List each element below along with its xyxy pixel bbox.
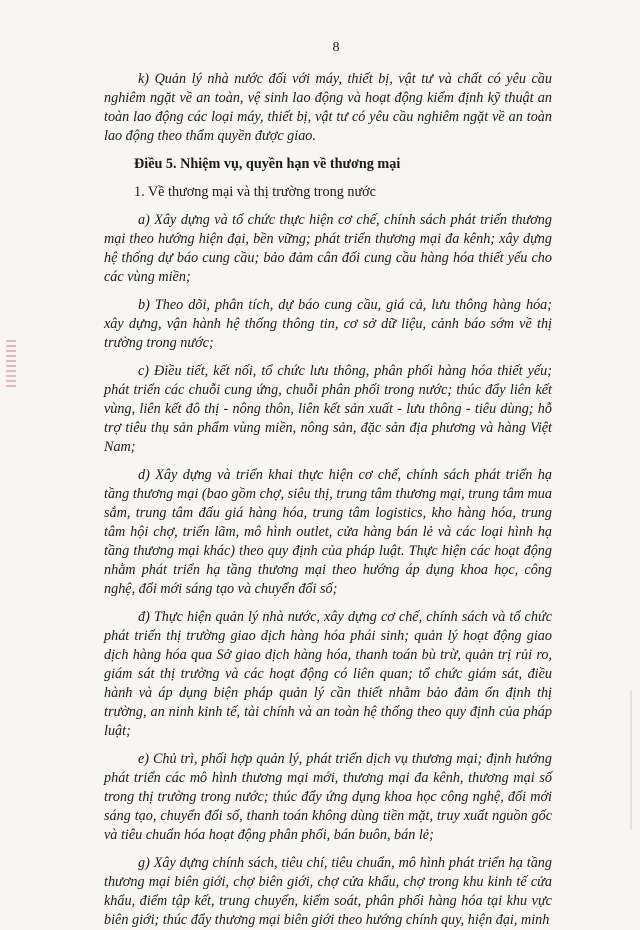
scan-artifact <box>6 340 16 390</box>
section-heading-1: 1. Về thương mại và thị trường trong nước <box>134 184 376 200</box>
paragraph-b: b) Theo dõi, phân tích, dự báo cung cầu, giá cả, lưu thông hàng hóa; xây dựng, vận hành hệ thống thông tin, cơ sở dữ liệu, cảnh báo sớm về thị trường trong nước; <box>104 297 552 351</box>
scan-shadow <box>630 690 632 830</box>
paragraph-e: e) Chủ trì, phối hợp quản lý, phát triển dịch vụ thương mại; định hướng phát triển các mô hình thương mại mới, thương mại đa kênh, thương mại số trong thị trường trong nước; thúc đẩy ứng dụng khoa học công nghệ, đổi mới sáng tạo, chuyển đổi số, thanh toán không dùng tiền mặt, truy xuất nguồn gốc và tiêu chuẩn hóa hoạt động phân phối, bán buôn, bán lẻ; <box>104 751 552 843</box>
paragraph-d: d) Xây dựng và triển khai thực hiện cơ chế, chính sách phát triển hạ tầng thương mại (bao gồm chợ, siêu thị, trung tâm thương mại, trung tâm mua sắm, trung tâm đấu giá hàng hóa, trung tâm logistics, kho hàng hóa, trung tâm hội chợ, triển lãm, mô hình outlet, cửa hàng bán lẻ và các loại hình hạ tầng thương mại khác) theo quy định của pháp luật. Thực hiện các hoạt động nhằm phát triển hạ tầng thương mại theo hướng áp dụng khoa học, công nghệ, đổi mới sáng tạo và chuyển đổi số; <box>104 467 552 597</box>
paragraph-a: a) Xây dựng và tổ chức thực hiện cơ chế, chính sách phát triển thương mại theo hướng hiện đại, bền vững; phát triển thương mại đa kênh; xây dựng hệ thống dự báo cung cầu; bảo đảm cân đối cung cầu hàng hóa thiết yếu cho các vùng miền; <box>104 212 552 285</box>
paragraph-dd: đ) Thực hiện quản lý nhà nước, xây dựng cơ chế, chính sách và tổ chức phát triển thị trường giao dịch hàng hóa phái sinh; quản lý hoạt động giao dịch hàng hóa qua Sở giao dịch hàng hóa, thanh toán bù trừ, quản trị rủi ro, giám sát thị trường và các hoạt động có liên quan; tổ chức giám sát, điều hành và áp dụng biện pháp quản lý cần thiết nhằm bảo đảm ổn định thị trường, an ninh kinh tế, tài chính và an toàn hệ thống theo quy định của pháp luật; <box>104 609 552 739</box>
article-heading: Điều 5. Nhiệm vụ, quyền hạn về thương mại <box>134 156 401 172</box>
page-number: 8 <box>332 40 340 55</box>
paragraph-g: g) Xây dựng chính sách, tiêu chí, tiêu chuẩn, mô hình phát triển hạ tầng thương mại biên giới, chợ biên giới, chợ cửa khẩu, chợ trong khu kinh tế cửa khẩu, điểm tập kết, trung chuyển, kiểm soát, phân phối hàng hóa tại khu vực biên giới; thúc đẩy thương mại biên giới theo hướng chính quy, hiện đại, minh <box>104 855 552 928</box>
paragraph-k: k) Quản lý nhà nước đối với máy, thiết bị, vật tư và chất có yêu cầu nghiêm ngặt về an toàn, vệ sinh lao động và hoạt động kiểm định kỹ thuật an toàn lao động các loại máy, thiết bị, vật tư có yêu cầu nghiêm ngặt về an toàn lao động theo thẩm quyền được giao. <box>104 71 552 144</box>
paragraph-c: c) Điều tiết, kết nối, tổ chức lưu thông, phân phối hàng hóa thiết yếu; phát triển các chuỗi cung ứng, chuỗi phân phối trong nước; thúc đẩy liên kết vùng, liên kết đô thị - nông thôn, liên kết sản xuất - lưu thông - tiêu dùng; hỗ trợ tiêu thụ sản phẩm vùng miền, nông sản, đặc sản địa phương và hàng Việt Nam; <box>104 363 552 455</box>
